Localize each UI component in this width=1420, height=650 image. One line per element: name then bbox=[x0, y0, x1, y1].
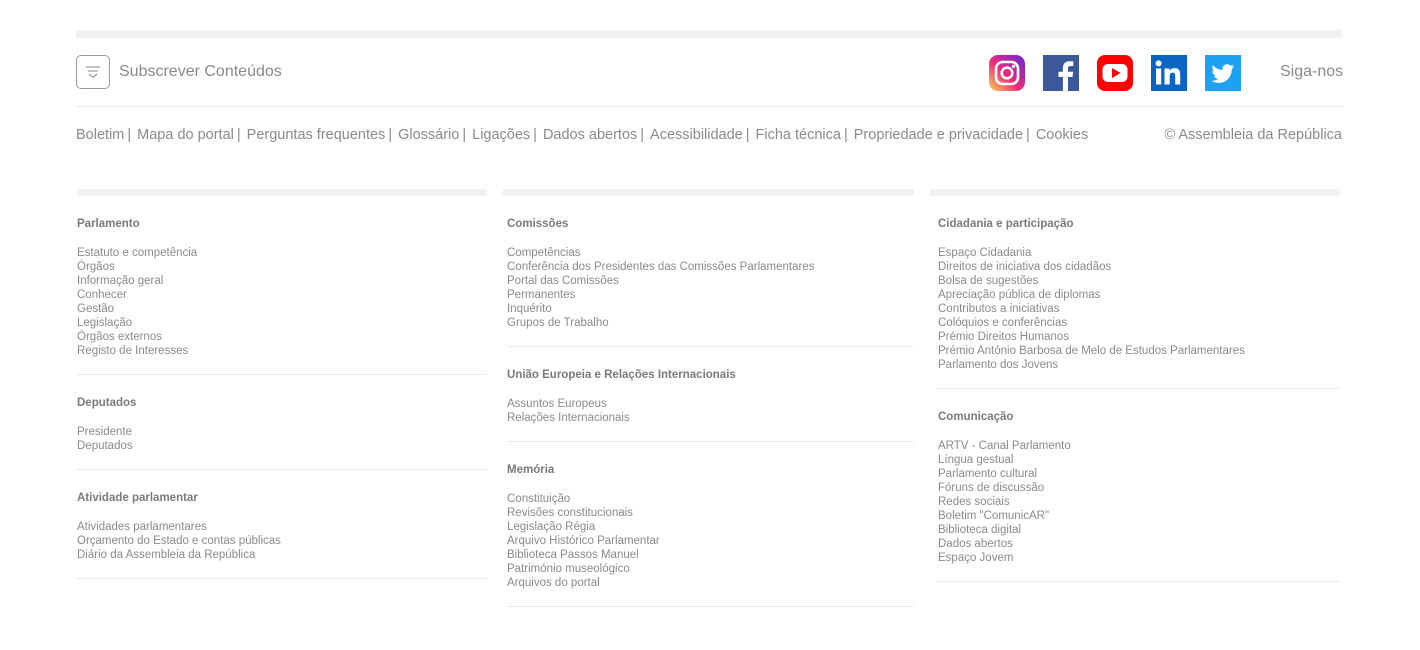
link-separator: | bbox=[127, 127, 132, 143]
footer-nav-link[interactable]: Legislação Régia bbox=[507, 521, 596, 533]
footer-link[interactable]: Ligações bbox=[472, 127, 531, 143]
footer-nav-link[interactable]: Prémio Direitos Humanos bbox=[938, 331, 1070, 343]
footer-nav-link[interactable]: Direitos de iniciativa dos cidadãos bbox=[938, 261, 1112, 273]
footer-section bbox=[77, 196, 487, 375]
footer-link[interactable]: Dados abertos bbox=[542, 127, 638, 143]
column-top-bar bbox=[503, 189, 914, 196]
section-link-list bbox=[930, 439, 1340, 565]
footer-nav-link[interactable]: Atividades parlamentares bbox=[77, 521, 207, 533]
footer-nav-link[interactable]: Dados abertos bbox=[938, 538, 1013, 550]
footer-nav-link[interactable]: Inquérito bbox=[507, 303, 552, 315]
footer-link[interactable]: Perguntas frequentes bbox=[246, 127, 386, 143]
link-separator: | bbox=[640, 127, 645, 143]
linkedin-icon[interactable] bbox=[1151, 55, 1187, 91]
footer-column-1 bbox=[77, 189, 487, 579]
footer-nav-link[interactable]: Prémio António Barbosa de Melo de Estudos Parlamentares bbox=[938, 345, 1245, 357]
footer-nav-link[interactable]: Património museológico bbox=[507, 563, 630, 575]
section-link-list bbox=[77, 425, 487, 453]
footer-section bbox=[77, 375, 487, 470]
footer-nav-link[interactable]: Permanentes bbox=[507, 289, 576, 301]
copyright: © Assembleia da República bbox=[1164, 127, 1342, 143]
footer-top-bar bbox=[76, 30, 1342, 38]
facebook-icon[interactable] bbox=[1043, 55, 1079, 91]
twitter-icon[interactable] bbox=[1205, 55, 1241, 91]
section-title[interactable]: Deputados bbox=[77, 397, 137, 409]
footer-link[interactable]: Glossário bbox=[398, 127, 460, 143]
footer-nav-link[interactable]: Deputados bbox=[77, 440, 133, 452]
column-top-bar bbox=[77, 189, 487, 196]
footer-link[interactable]: Cookies bbox=[1035, 127, 1089, 143]
footer-nav-link[interactable]: Revisões constitucionais bbox=[507, 507, 633, 519]
youtube-icon[interactable] bbox=[1097, 55, 1133, 91]
footer-section bbox=[930, 196, 1340, 389]
footer-section bbox=[930, 389, 1340, 582]
subscribe-label: Subscrever Conteúdos bbox=[119, 63, 282, 80]
section-title[interactable]: Comunicação bbox=[938, 411, 1014, 423]
footer-nav-link[interactable]: Conhecer bbox=[77, 289, 127, 301]
footer-section bbox=[503, 196, 914, 347]
footer-nav-link[interactable]: Língua gestual bbox=[938, 454, 1014, 466]
footer-link[interactable]: Boletim bbox=[76, 127, 125, 143]
section-link-list bbox=[503, 246, 914, 330]
link-separator: | bbox=[745, 127, 750, 143]
section-link-list bbox=[930, 246, 1340, 372]
footer-nav-link[interactable]: Competências bbox=[507, 247, 581, 259]
header-divider bbox=[76, 106, 1342, 107]
footer-link[interactable]: Mapa do portal bbox=[137, 127, 234, 143]
section-link-list bbox=[77, 246, 487, 358]
footer-nav-link[interactable]: Biblioteca digital bbox=[938, 524, 1022, 536]
section-title[interactable]: União Europeia e Relações Internacionais bbox=[507, 369, 736, 381]
section-title[interactable]: Atividade parlamentar bbox=[77, 492, 198, 504]
footer-nav-link[interactable]: Arquivos do portal bbox=[507, 577, 600, 589]
footer-link[interactable]: Ficha técnica bbox=[755, 127, 841, 143]
footer-nav-link[interactable]: Contributos a iniciativas bbox=[938, 303, 1060, 315]
footer-nav-link[interactable]: Registo de Interesses bbox=[77, 345, 189, 357]
instagram-icon[interactable] bbox=[989, 55, 1025, 91]
social-icons bbox=[989, 55, 1259, 91]
link-separator: | bbox=[236, 127, 241, 143]
footer-nav-link[interactable]: Órgãos bbox=[77, 261, 115, 273]
section-title[interactable]: Cidadania e participação bbox=[938, 218, 1074, 230]
section-divider bbox=[77, 578, 487, 579]
footer-nav-link[interactable]: Grupos de Trabalho bbox=[507, 317, 609, 329]
link-separator: | bbox=[462, 127, 467, 143]
footer-nav-link[interactable]: Espaço Jovem bbox=[938, 552, 1014, 564]
footer-column-2 bbox=[503, 189, 914, 607]
footer-nav-link[interactable]: Parlamento dos Jovens bbox=[938, 359, 1059, 371]
footer-nav-link[interactable]: Redes sociais bbox=[938, 496, 1010, 508]
link-separator: | bbox=[533, 127, 537, 143]
section-divider bbox=[938, 581, 1340, 582]
link-separator: | bbox=[843, 127, 848, 143]
footer-nav-link[interactable]: Colóquios e conferências bbox=[938, 317, 1068, 329]
link-separator: | bbox=[388, 127, 393, 143]
subscribe-list-icon bbox=[76, 55, 110, 89]
footer-nav-link[interactable]: Apreciação pública de diplomas bbox=[938, 289, 1101, 301]
column-top-bar bbox=[930, 189, 1340, 196]
footer-section bbox=[77, 470, 487, 579]
subscribe-link[interactable] bbox=[76, 55, 282, 89]
footer-nav-link[interactable]: Orçamento do Estado e contas públicas bbox=[77, 535, 281, 547]
footer-link[interactable]: Acessibilidade bbox=[650, 127, 743, 143]
section-link-list bbox=[77, 520, 487, 562]
footer-nav-link[interactable]: Diário da Assembleia da República bbox=[77, 549, 256, 561]
section-title[interactable]: Memória bbox=[507, 464, 555, 476]
footer-section bbox=[503, 347, 914, 442]
follow-us-label: Siga-nos bbox=[1280, 63, 1344, 80]
footer-nav-link[interactable]: Constituição bbox=[507, 493, 571, 505]
footer-nav-link[interactable]: Estatuto e competência bbox=[77, 247, 198, 259]
section-title[interactable]: Comissões bbox=[507, 218, 569, 230]
footer-nav-link[interactable]: Conferência dos Presidentes das Comissões Parlamentares bbox=[507, 261, 815, 273]
footer-link[interactable]: Propriedade e privacidade bbox=[853, 127, 1024, 143]
footer-nav-link[interactable]: Boletim "ComunicAR" bbox=[938, 510, 1050, 522]
link-separator: | bbox=[1026, 127, 1030, 143]
footer-nav-link[interactable]: Portal das Comissões bbox=[507, 275, 619, 287]
footer-nav-link[interactable]: Presidente bbox=[77, 426, 132, 438]
footer-nav-link[interactable]: Assuntos Europeus bbox=[507, 398, 607, 410]
footer-nav-link[interactable]: Espaço Cidadania bbox=[938, 247, 1032, 259]
footer-nav-link[interactable]: Biblioteca Passos Manuel bbox=[507, 549, 639, 561]
footer-nav-link[interactable]: Arquivo Histórico Parlamentar bbox=[507, 535, 660, 547]
footer-links bbox=[76, 127, 1088, 143]
footer-nav-link[interactable]: Legislação bbox=[77, 317, 132, 329]
footer-nav-link[interactable]: Gestão bbox=[77, 303, 115, 315]
footer-nav-link[interactable]: Informação geral bbox=[77, 275, 164, 287]
footer-nav-link[interactable]: Bolsa de sugestões bbox=[938, 275, 1039, 287]
footer-nav-link[interactable]: Órgãos externos bbox=[77, 331, 163, 343]
section-link-list bbox=[503, 492, 914, 590]
footer-nav-link[interactable]: ARTV - Canal Parlamento bbox=[938, 440, 1071, 452]
footer-section bbox=[503, 442, 914, 607]
section-divider bbox=[507, 606, 914, 607]
footer-nav-link[interactable]: Relações Internacionais bbox=[507, 412, 630, 424]
footer-nav-link[interactable]: Fóruns de discussão bbox=[938, 482, 1045, 494]
footer-column-3 bbox=[930, 189, 1340, 582]
section-title[interactable]: Parlamento bbox=[77, 218, 140, 230]
footer-nav-link[interactable]: Parlamento cultural bbox=[938, 468, 1038, 480]
section-link-list bbox=[503, 397, 914, 425]
